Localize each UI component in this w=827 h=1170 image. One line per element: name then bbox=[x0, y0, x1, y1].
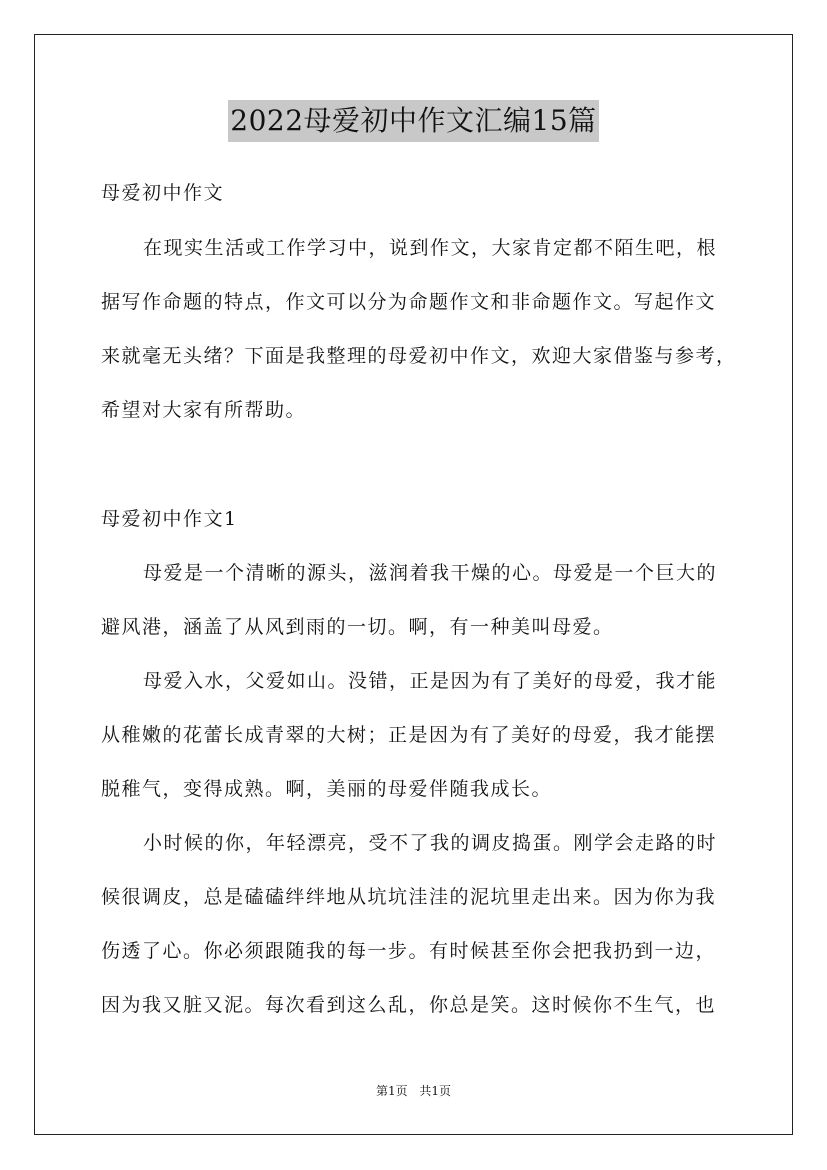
page-total: 共1页 bbox=[419, 1084, 452, 1098]
body-line: 避风港，涵盖了从风到雨的一切。啊，有一种美叫母爱。 bbox=[101, 616, 614, 638]
title-container bbox=[0, 100, 827, 142]
intro-line: 来就毫无头绪？下面是我整理的母爱初中作文，欢迎大家借鉴与参考， bbox=[101, 345, 737, 367]
intro-line: 希望对大家有所帮助。 bbox=[101, 399, 307, 421]
document-title: 2022母爱初中作文汇编15篇 bbox=[228, 100, 598, 142]
intro-line: 据写作命题的特点，作文可以分为命题作文和非命题作文。写起作文 bbox=[101, 291, 717, 313]
body-line: 从稚嫩的花蕾长成青翠的大树；正是因为有了美好的母爱，我才能摆 bbox=[101, 724, 717, 746]
page-number: 第1页 bbox=[375, 1084, 408, 1098]
body-line: 母爱入水，父爱如山。没错，正是因为有了美好的母爱，我才能 bbox=[143, 670, 718, 692]
body-line: 脱稚气，变得成熟。啊，美丽的母爱伴随我成长。 bbox=[101, 778, 553, 800]
section-heading: 母爱初中作文 bbox=[101, 182, 225, 204]
body-line: 因为我又脏又泥。每次看到这么乱，你总是笑。这时候你不生气，也 bbox=[101, 994, 717, 1016]
section-heading: 母爱初中作文1 bbox=[101, 508, 238, 530]
body-line: 母爱是一个清晰的源头，滋润着我干燥的心。母爱是一个巨大的 bbox=[143, 562, 718, 584]
intro-line: 在现实生活或工作学习中，说到作文，大家肯定都不陌生吧，根 bbox=[143, 237, 718, 259]
body-line: 伤透了心。你必须跟随我的每一步。有时候甚至你会把我扔到一边， bbox=[101, 940, 717, 962]
body-line: 小时候的你，年轻漂亮，受不了我的调皮捣蛋。刚学会走路的时 bbox=[143, 832, 718, 854]
body-line: 候很调皮，总是磕磕绊绊地从坑坑洼洼的泥坑里走出来。因为你为我 bbox=[101, 886, 717, 908]
page-footer bbox=[0, 1083, 827, 1099]
